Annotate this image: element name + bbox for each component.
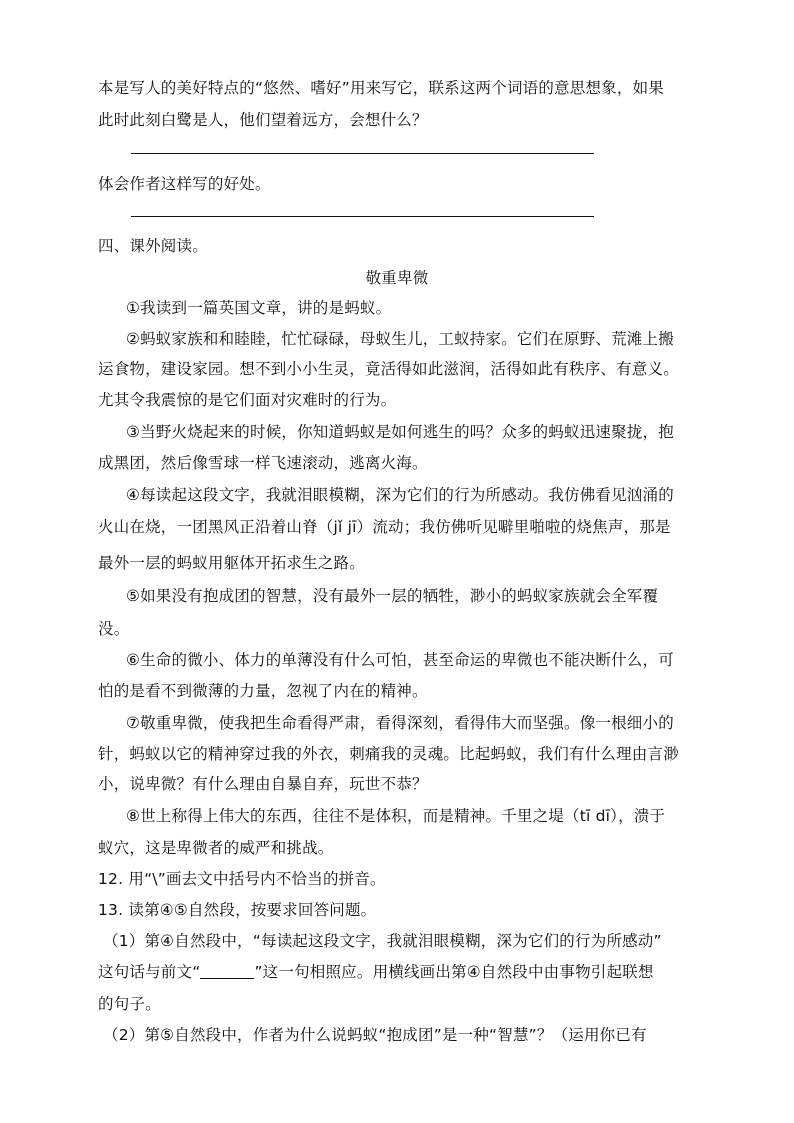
paragraph-7-line-3: 小，说卑微？有什么理由自暴自弃，玩世不恭？ <box>98 775 428 793</box>
question-13-1-line-2 <box>98 960 654 982</box>
answer-line-2 <box>131 216 594 217</box>
section-heading: 四、课外阅读。 <box>98 237 208 255</box>
question-13-1-prefix: 这句话与前文“ <box>98 963 201 981</box>
question-13-1-line-3: 的句子。 <box>98 995 161 1013</box>
paragraph-7-line-2: 针，蚂蚁以它的精神穿过我的外衣，刺痛我的灵魂。比起蚂蚁，我们有什么理由言渺 <box>98 745 679 763</box>
paragraph-4-line-3: 最外一层的蚂蚁用躯体开拓求生之路。 <box>98 554 365 572</box>
question-13: 13. 读第④⑤自然段，按要求回答问题。 <box>98 901 377 919</box>
fill-in-blank[interactable] <box>200 964 254 979</box>
paragraph-4-line-1: ④每读起这段文字，我就泪眼模糊，深为它们的行为所感动。我仿佛看见汹涌的 <box>126 486 674 504</box>
question-13-1-line-1: （1）第④自然段中，“每读起这段文字，我就泪眼模糊，深为它们的行为所感动” <box>103 932 662 950</box>
paragraph-6-line-1: ⑥生命的微小、体力的单薄没有什么可怕，甚至命运的卑微也不能决断什么，可 <box>126 651 674 669</box>
prev-question-line-2: 此时此刻白鹭是人，他们望着远方，会想什么？ <box>98 111 428 129</box>
paragraph-8-line-2: 蚁穴，这是卑微者的威严和挑战。 <box>98 839 334 857</box>
paragraph-3-line-2: 成黑团，然后像雪球一样飞速滚动，逃离火海。 <box>98 454 428 472</box>
passage-title: 敬重卑微 <box>365 269 429 287</box>
paragraph-2-line-1: ②蚂蚁家族和和睦睦，忙忙碌碌，母蚁生儿，工蚁持家。它们在原野、荒滩上搬 <box>126 330 674 348</box>
paragraph-2-line-2: 运食物，建设家园。想不到小小生灵，竟活得如此滋润，活得如此有秩序、有意义。 <box>98 360 679 378</box>
paragraph-4-line-2: 火山在烧，一团黑风正沿着山脊（jǐ jī）流动；我仿佛听见噼里啪啦的烧焦声，那是 <box>98 518 671 536</box>
question-13-1-suffix: ”这一句相照应。用横线画出第④自然段中由事物引起联想 <box>254 963 654 981</box>
paragraph-5-line-2: 没。 <box>98 620 130 638</box>
paragraph-6-line-2: 怕的是看不到微薄的力量，忽视了内在的精神。 <box>98 682 428 700</box>
question-12: 12. 用“\”画去文中括号内不恰当的拼音。 <box>98 870 386 888</box>
answer-line-1 <box>131 153 594 154</box>
paragraph-3-line-1: ③当野火烧起来的时候，你知道蚂蚁是如何逃生的吗？众多的蚂蚁迅速聚拢，抱 <box>126 423 674 441</box>
paragraph-2-line-3: 尤其令我震惊的是它们面对灾难时的行为。 <box>98 391 397 409</box>
paragraph-8-line-1: ⑧世上称得上伟大的东西，往往不是体积，而是精神。千里之堤（tī dī），溃于 <box>126 807 666 825</box>
prev-question-line-3: 体会作者这样写的好处。 <box>98 175 271 193</box>
paragraph-5-line-1: ⑤如果没有抱成团的智慧，没有最外一层的牺牲，渺小的蚂蚁家族就会全军覆 <box>126 587 659 605</box>
paragraph-7-line-1: ⑦敬重卑微，使我把生命看得严肃，看得深刻，看得伟大而坚强。像一根细小的 <box>126 714 674 732</box>
question-13-2: （2）第⑤自然段中，作者为什么说蚂蚁“抱成团”是一种“智慧”？（运用你已有 <box>103 1026 647 1044</box>
paragraph-1-line-1: ①我读到一篇英国文章，讲的是蚂蚁。 <box>126 299 392 317</box>
prev-question-line-1: 本是写人的美好特点的“悠然、嗜好”用来写它，联系这两个词语的意思想象，如果 <box>98 79 664 97</box>
